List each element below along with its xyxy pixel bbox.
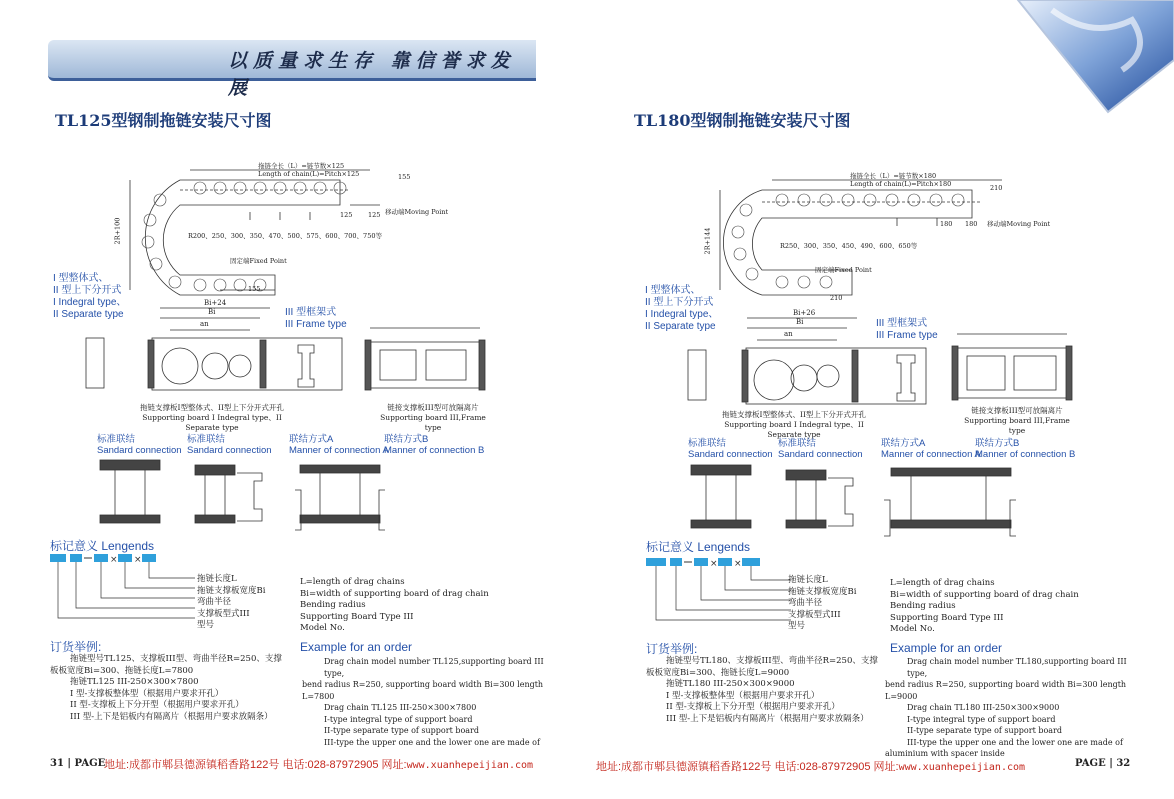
legend-item: 拖链长度L <box>197 574 237 584</box>
right-caption-1 <box>714 410 874 440</box>
left-chain-length <box>258 162 359 178</box>
left-footer-address <box>104 756 533 772</box>
order-line: 板板宽度Bi=300、拖链长度L=9000 <box>646 667 790 678</box>
dim-label: 2R+144 <box>703 227 712 255</box>
right-footer-address <box>596 758 1025 774</box>
caption-cn: 拖链支撑板I型整体式、II型上下分开式开孔 <box>722 410 866 419</box>
left-legend-en <box>300 577 489 635</box>
radius-list: R250、300、350、450、490、600、650等 <box>780 242 918 250</box>
conn-b-label <box>384 434 484 456</box>
conn-std2-label <box>778 438 863 460</box>
conn-en: Sandard connection <box>778 449 863 460</box>
order-en-line: Drag chain model number TL125,supporting board III type, <box>324 657 544 678</box>
moving-point-label: 移动端Moving Point <box>987 220 1051 228</box>
type-label: I Indegral type、 <box>53 297 127 308</box>
order-line: III 型-上下是铝板内有隔离片（根据用户要求放隔条） <box>70 711 273 722</box>
type-label: II 型上下分开式 <box>645 297 714 308</box>
dim-label: 125 <box>340 211 353 219</box>
caption-en: Supporting board I Indegral type、II Separate type <box>142 413 282 432</box>
right-support-board-drawing <box>672 310 1092 420</box>
slogan-text: 以质量求生存 靠信誉求发展 <box>228 50 516 99</box>
conn-cn: 联结方式B <box>384 434 429 445</box>
chain-length-en: Length of chain(L)=Pitch×125 <box>258 170 360 178</box>
order-en-line: bend radius R=250, supporting board width Bi=300 length L=9000 <box>885 680 1127 701</box>
website-link[interactable]: www.xuanhepeijian.com <box>406 760 534 771</box>
conn-cn: 标准联结 <box>97 434 136 445</box>
dim-label: Bi+26 <box>793 309 816 317</box>
left-chain-drawing <box>120 160 420 300</box>
type-label: II Separate type <box>645 321 716 332</box>
legend-en-item: Bending radius <box>890 601 956 611</box>
left-connection-drawings <box>95 455 475 535</box>
conn-std-label <box>688 438 773 460</box>
legend-en-item: L=length of drag chains <box>890 578 995 588</box>
right-chain-drawing <box>712 170 1032 310</box>
order-line: 拖链TL125 III-250×300×7800 <box>70 677 199 687</box>
order-en-line: II-type separate type of support board <box>324 726 479 735</box>
order-line: 拖链型号TL180、支撑板III型、弯曲半径R=250、支撑 <box>666 656 878 666</box>
chain-length-en: Length of chain(L)=Pitch×180 <box>850 180 952 188</box>
conn-en: Manner of connection B <box>384 445 485 456</box>
conn-b-label <box>975 438 1075 460</box>
chain-length-cn: 拖链全长（L）=链节数×180 <box>850 172 937 180</box>
legend-en-item: Bending radius <box>300 600 366 610</box>
conn-std2-label <box>187 434 272 456</box>
left-order-head: 订货举例: <box>50 640 102 654</box>
caption-cn: 链接支撑板III型可放隔离片 <box>971 406 1063 415</box>
right-order-head: 订货举例: <box>646 642 698 656</box>
legend-item: 支撑板型式III <box>197 608 250 619</box>
legend-en-item: L=length of drag chains <box>300 577 405 587</box>
legend-en-item: Bi=width of supporting board of drag chain <box>890 589 1079 600</box>
legend-item: 弯曲半径 <box>788 598 823 608</box>
right-order-en <box>885 656 1145 760</box>
right-caption-2 <box>962 406 1072 436</box>
legend-item: 弯曲半径 <box>197 597 232 607</box>
conn-cn: 联结方式A <box>289 434 334 445</box>
order-en-line: Drag chain TL180 III-250×300×9000 <box>907 703 1060 712</box>
type-label: I 型整体式、 <box>645 285 701 296</box>
order-en-line: Drag chain model number TL180,supporting board III type, <box>907 657 1127 678</box>
order-line: I 型-支撑板整体型（根据用户要求开孔） <box>666 690 820 701</box>
dim-label: 155 <box>398 173 411 181</box>
slogan-banner <box>48 40 536 99</box>
conn-cn: 标准联结 <box>187 434 226 445</box>
page-word: PAGE <box>74 758 106 769</box>
right-legend-en <box>890 578 1079 636</box>
type-label: II 型上下分开式 <box>53 285 122 296</box>
dim-label: Bi+24 <box>204 299 227 307</box>
moving-point-label: 移动端Moving Point <box>385 208 449 216</box>
order-line: II 型-支撑板上下分开型（根据用户要求开孔） <box>666 702 840 712</box>
conn-en: Manner of connection A <box>881 449 981 460</box>
dim-label: an <box>784 330 793 338</box>
legend-item: 拖链支撑板宽度Bi <box>197 585 266 596</box>
page-word: PAGE <box>1075 758 1106 769</box>
conn-en: Sandard connection <box>688 449 773 460</box>
right-order-lines <box>646 656 886 725</box>
dim-label: 210 <box>830 294 843 302</box>
legend-item: 型号 <box>197 620 215 630</box>
order-en-line: I-type integral type of support board <box>907 714 1056 724</box>
conn-cn: 联结方式A <box>881 438 926 449</box>
order-line: I 型-支撑板整体型（根据用户要求开孔） <box>70 688 224 699</box>
address-text: 地址:成都市郫县德源镇稻香路122号 电话:028-87972905 网址: <box>104 759 407 771</box>
right-order-en-head: Example for an order <box>890 641 1003 655</box>
decorative-hand-image <box>1012 0 1174 112</box>
caption-cn: 链接支撑板III型可放隔离片 <box>387 403 479 412</box>
dim-label: Bi <box>208 308 216 316</box>
legend-item: 型号 <box>788 621 806 631</box>
dim-label: 180 <box>940 220 953 228</box>
order-en-line: III-type the upper one and the lower one are made of <box>324 737 540 747</box>
caption-en: Supporting board I Indegral type、II Separate type <box>724 420 864 439</box>
right-page-title: TL180型钢制拖链安装尺寸图 <box>634 111 851 130</box>
dim-label: 155 <box>248 285 261 293</box>
legend-en-item: Supporting Board Type III <box>890 612 1004 623</box>
order-en-line: aluminium with spacer inside <box>885 749 1005 758</box>
order-line: 拖链型号TL125、支撑板III型、弯曲半径R=250、支撑 <box>70 654 282 664</box>
conn-a-label <box>881 438 981 460</box>
legend-en-item: Bi=width of supporting board of drag chain <box>300 588 489 599</box>
conn-a-label <box>289 434 389 456</box>
caption-cn: 拖链支撑板I型整体式、II型上下分开式开孔 <box>140 403 284 412</box>
order-en-line: bend radius R=250, supporting board width Bi=300 length L=7800 <box>302 680 544 701</box>
conn-en: Manner of connection B <box>975 449 1076 460</box>
dim-label: 210 <box>990 184 1003 192</box>
order-en-line: III-type the upper one and the lower one are made of <box>907 737 1123 747</box>
frame-label: III 型框架式 <box>876 318 928 329</box>
legend-en-item: Model No. <box>890 624 935 634</box>
svg-text:×: × <box>734 559 742 569</box>
legend-en-item: Supporting Board Type III <box>300 611 414 622</box>
svg-text:×: × <box>710 559 718 569</box>
right-page-number: PAGE | 32 <box>1075 758 1131 769</box>
right-connection-drawings <box>686 460 1076 540</box>
right-legend-items <box>788 575 856 633</box>
order-line: 板板宽度Bi=300、拖链长度L=7800 <box>50 665 194 676</box>
left-page-number: 31 | PAGE <box>50 758 106 769</box>
conn-cn: 联结方式B <box>975 438 1020 449</box>
svg-text:×: × <box>134 555 142 565</box>
caption-en: Supporting board III,Frame type <box>380 413 486 432</box>
left-page-title: TL125型钢制拖链安装尺寸图 <box>55 111 272 130</box>
right-legends-head: 标记意义 Lengends <box>646 540 751 554</box>
legend-item: 支撑板型式III <box>788 609 841 620</box>
right-chain-length <box>850 172 951 188</box>
page-num: 32 <box>1116 758 1131 769</box>
left-legend-code-diagram <box>50 552 200 634</box>
order-en-line: Drag chain TL125 III-250×300×7800 <box>324 703 477 712</box>
legend-en-item: Model No. <box>300 623 345 633</box>
chain-length-cn: 拖链全长（L）=链节数×125 <box>258 162 345 170</box>
right-legend-code-diagram <box>646 556 796 638</box>
dim-label: 125 <box>368 211 381 219</box>
address-text: 地址:成都市郫县德源镇稻香路122号 电话:028-87972905 网址: <box>596 761 899 773</box>
legend-item: 拖链支撑板宽度Bi <box>788 586 857 597</box>
left-legends-head: 标记意义 Lengends <box>50 539 155 553</box>
left-support-board-drawing <box>80 300 500 410</box>
conn-en: Manner of connection A <box>289 445 389 456</box>
caption-en: Supporting board III,Frame type <box>964 416 1070 435</box>
order-en-line: I-type integral type of support board <box>324 714 473 724</box>
conn-en: Sandard connection <box>97 445 182 456</box>
page-num: 31 <box>50 758 64 769</box>
dim-label: 2R+100 <box>113 217 122 245</box>
fixed-point-label: 固定端Fixed Point <box>815 266 872 274</box>
conn-cn: 标准联结 <box>778 438 817 449</box>
order-line: 拖链TL180 III-250×300×9000 <box>666 679 795 689</box>
left-order-lines <box>50 654 290 723</box>
conn-std-label <box>97 434 182 456</box>
left-order-en <box>302 656 547 748</box>
left-caption-2 <box>378 403 488 433</box>
frame-label: III Frame type <box>876 330 938 341</box>
type-label: II Separate type <box>53 309 124 320</box>
legend-item: 拖链长度L <box>788 575 828 585</box>
conn-cn: 标准联结 <box>688 438 727 449</box>
radius-list: R200、250、300、350、470、500、575、600、700、750等 <box>188 232 382 240</box>
dim-label: Bi <box>796 318 804 326</box>
website-link[interactable]: www.xuanhepeijian.com <box>898 762 1026 773</box>
order-en-line: II-type separate type of support board <box>907 726 1062 735</box>
conn-en: Sandard connection <box>187 445 272 456</box>
svg-text:×: × <box>110 555 118 565</box>
left-legend-items <box>197 574 265 632</box>
left-order-en-head: Example for an order <box>300 640 413 654</box>
order-line: II 型-支撑板上下分开型（根据用户要求开孔） <box>70 700 244 710</box>
frame-label: III Frame type <box>285 319 347 330</box>
frame-label: III 型框架式 <box>285 307 337 318</box>
type-label: I 型整体式、 <box>53 273 109 284</box>
fixed-point-label: 固定端Fixed Point <box>230 257 287 265</box>
dim-label: 180 <box>965 220 978 228</box>
dim-label: an <box>200 320 209 328</box>
type-label: I Indegral type、 <box>645 309 719 320</box>
left-caption-1 <box>132 403 292 433</box>
order-line: III 型-上下是铝板内有隔离片（根据用户要求放隔条） <box>666 713 869 724</box>
